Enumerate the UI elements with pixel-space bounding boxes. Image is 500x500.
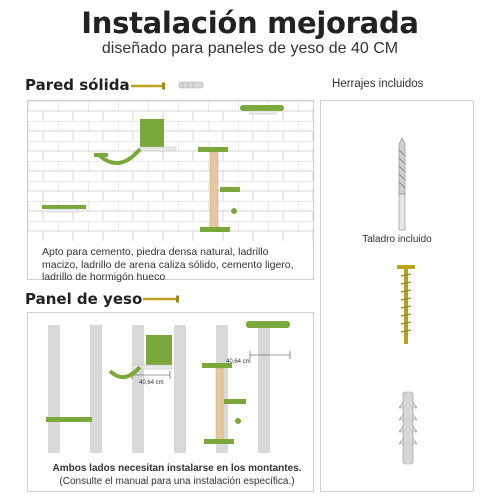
solid-wall-description: Apto para cemento, piedra densa natural, ladrillo macizo, ladrillo de arena caliza sólido, cemento ligero, ladrillo de hormigón hueco [42,246,294,283]
anchor-icon-small [178,80,206,90]
measure-label-right: 40,64 cm [226,359,251,365]
screw-icon-small [130,82,170,90]
drill-label: Taladro incluido [362,234,432,245]
drywall-illustration [28,313,313,453]
page-subtitle: diseñado para paneles de yeso de 40 CM [101,40,399,57]
brick-wall-illustration [28,101,313,241]
drywall-note-sub: (Consulte el manual para una instalación específica.) [59,476,295,487]
hardware-title: Herrajes incluidos [332,78,424,90]
measure-label-left: 40,64 cm [139,380,164,386]
drill-bit-icon [392,136,412,232]
screw-icon [394,264,418,348]
drywall-note: Ambos lados necesitan instalarse en los montantes. [52,463,302,474]
solid-wall-title: Pared sólida [25,76,130,94]
wall-anchor-icon [396,390,420,468]
screw-icon-small-2 [142,295,184,303]
page-title: Instalación mejorada [81,6,419,40]
drywall-title: Panel de yeso [25,290,143,308]
